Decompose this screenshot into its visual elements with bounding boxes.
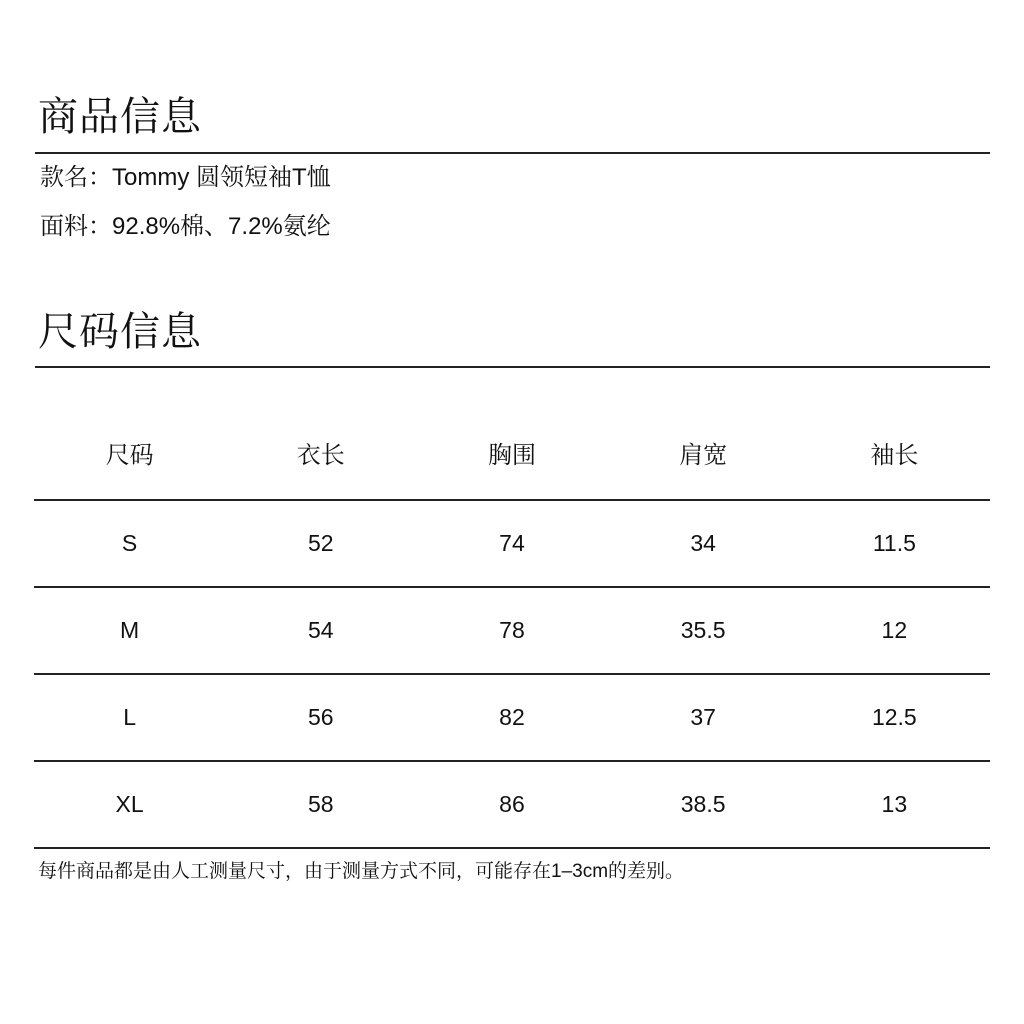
cell-sleeve: 12 [881,617,908,643]
cell-shoulder: 37 [690,704,716,730]
cell-size: M [120,617,140,643]
cell-sleeve: 11.5 [872,530,916,556]
cell-length: 52 [307,530,334,556]
table-row [34,588,990,675]
size-info-title: 尺码信息 [38,310,202,354]
header-chest: 胸围 [487,442,536,469]
product-info-title: 商品信息 [38,95,202,139]
cell-shoulder: 34 [690,530,716,556]
product-info-divider [35,152,990,154]
header-size: 尺码 [105,442,154,469]
cell-chest: 82 [499,704,525,730]
header-shoulder: 肩宽 [679,442,728,469]
cell-size: XL [115,791,144,817]
product-name-line: 款名：Tommy 圆领短袖T恤 [40,164,331,191]
table-row [34,762,990,849]
table-row [34,501,990,588]
fabric-line: 面料：92.8%棉、7.2%氨纶 [40,213,331,240]
cell-shoulder: 35.5 [680,617,726,643]
cell-length: 58 [307,791,334,817]
cell-sleeve: 13 [881,791,908,817]
measurement-note: 每件商品都是由人工测量尺寸，由于测量方式不同，可能存在1–3cm的差别。 [38,861,685,882]
size-table [34,413,990,849]
header-length: 衣长 [296,442,345,469]
cell-length: 56 [307,704,334,730]
cell-chest: 74 [499,530,525,556]
cell-size: L [123,704,136,730]
cell-sleeve: 12.5 [871,704,917,730]
table-row [34,675,990,762]
cell-size: S [121,530,138,556]
cell-chest: 78 [499,617,525,643]
table-header-row [34,413,990,501]
header-sleeve: 袖长 [870,442,919,469]
cell-shoulder: 38.5 [680,791,726,817]
cell-chest: 86 [499,791,525,817]
cell-length: 54 [307,617,334,643]
size-info-divider [35,366,990,368]
